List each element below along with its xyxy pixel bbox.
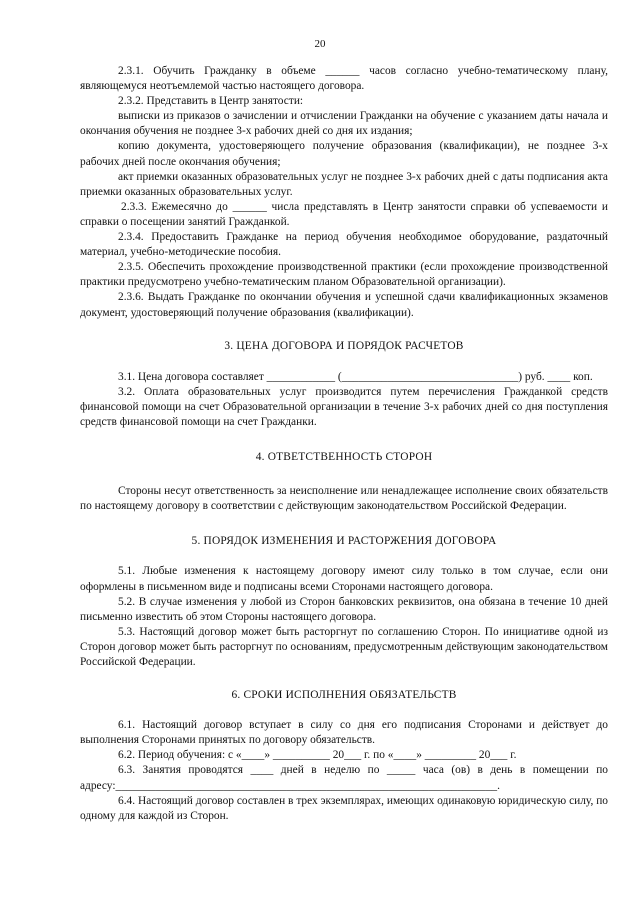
paragraph-6-4: 6.4. Настоящий договор составлен в трех экземплярах, имеющих одинаковую юридическую силу, по одному для каждой из Сторон. xyxy=(80,794,608,822)
paragraph-2-3-6: 2.3.6. Выдать Гражданке по окончании обучения и успешной сдачи квалификационных экзаменов документ, удостоверяющий получение образования (квалификации). xyxy=(80,291,608,319)
paragraph-2-3-2-item-3: акт приемки оказанных образовательных услуг не позднее 3-х рабочих дней с даты подписания акта приемки оказанных образовательных услуг. xyxy=(80,170,608,198)
paragraph-6-1: 6.1. Настоящий договор вступает в силу со дня его подписания Сторонами и действует до выполнения Сторонами принятых по договору обязательств. xyxy=(80,719,608,747)
paragraph-2-3-2-item-1: выписки из приказов о зачислении и отчислении Гражданки на обучение с указанием даты начала и окончания обучения не позднее 3-х рабочих дней со дня их издания; xyxy=(80,110,608,138)
paragraph-2-3-2: 2.3.2. Представить в Центр занятости: xyxy=(118,95,304,108)
document-body xyxy=(80,64,608,824)
paragraph-2-3-3: 2.3.3. Ежемесячно до ______ числа представлять в Центр занятости справки об успеваемости и справки о посещении занятий Гражданкой. xyxy=(80,200,608,228)
section-4-heading: 4. ОТВЕТСТВЕННОСТЬ СТОРОН xyxy=(255,451,433,464)
section-6-heading: 6. СРОКИ ИСПОЛНЕНИЯ ОБЯЗАТЕЛЬСТВ xyxy=(231,689,457,702)
paragraph-4-1: Стороны несут ответственность за неисполнение или ненадлежащее исполнение своих обязательств по настоящему договору в соответствии с действующим законодательством Российской Федерации. xyxy=(80,485,608,513)
paragraph-2-3-4: 2.3.4. Предоставить Гражданке на период обучения необходимое оборудование, раздаточный материал, учебно-методические пособия. xyxy=(80,231,608,259)
section-5-heading: 5. ПОРЯДОК ИЗМЕНЕНИЯ И РАСТОРЖЕНИЯ ДОГОВОРА xyxy=(191,535,497,548)
paragraph-5-1: 5.1. Любые изменения к настоящему договору имеют силу только в том случае, если они оформлены в письменном виде и подписаны всеми Сторонами настоящего договора. xyxy=(80,565,608,593)
paragraph-6-3: 6.3. Занятия проводятся ____ дней в неделю по _____ часа (ов) в день в помещении по адресу:___________________________________________________________________. xyxy=(80,764,608,792)
paragraph-6-2: 6.2. Период обучения: с «____» __________ 20___ г. по «____» _________ 20___ г. xyxy=(118,749,517,762)
paragraph-3-1: 3.1. Цена договора составляет ____________ (_______________________________) руб. ____ коп. xyxy=(118,370,593,383)
paragraph-3-2: 3.2. Оплата образовательных услуг производится путем перечисления Гражданкой средств финансовой помощи на счет Образовательной организации в течение 3-х рабочих дней со дня поступления средств финансовой помощи на счет Гражданки. xyxy=(80,385,608,428)
page-number: 20 xyxy=(314,38,326,50)
section-3-heading: 3. ЦЕНА ДОГОВОРА И ПОРЯДОК РАСЧЕТОВ xyxy=(224,339,464,352)
paragraph-2-3-2-item-2: копию документа, удостоверяющего получение образования (квалификации), не позднее 3-х рабочих дней после окончания обучения; xyxy=(80,140,608,168)
paragraph-2-3-5: 2.3.5. Обеспечить прохождение производственной практики (если прохождение производственной практики предусмотрено учебно-тематическим планом Образовательной организации). xyxy=(80,261,608,289)
paragraph-5-2: 5.2. В случае изменения у любой из Сторон банковских реквизитов, она обязана в течение 10 дней письменно известить об этом Стороны настоящего договора. xyxy=(80,595,608,623)
paragraph-5-3: 5.3. Настоящий договор может быть расторгнут по соглашению Сторон. По инициативе одной из Сторон договор может быть расторгнут по основаниям, предусмотренным действующим законодательством Российской Федерации. xyxy=(80,625,608,668)
paragraph-2-3-1: 2.3.1. Обучить Гражданку в объеме ______ часов согласно учебно-тематическому плану, являющемуся неотъемлемой частью настоящего договора. xyxy=(80,65,608,93)
